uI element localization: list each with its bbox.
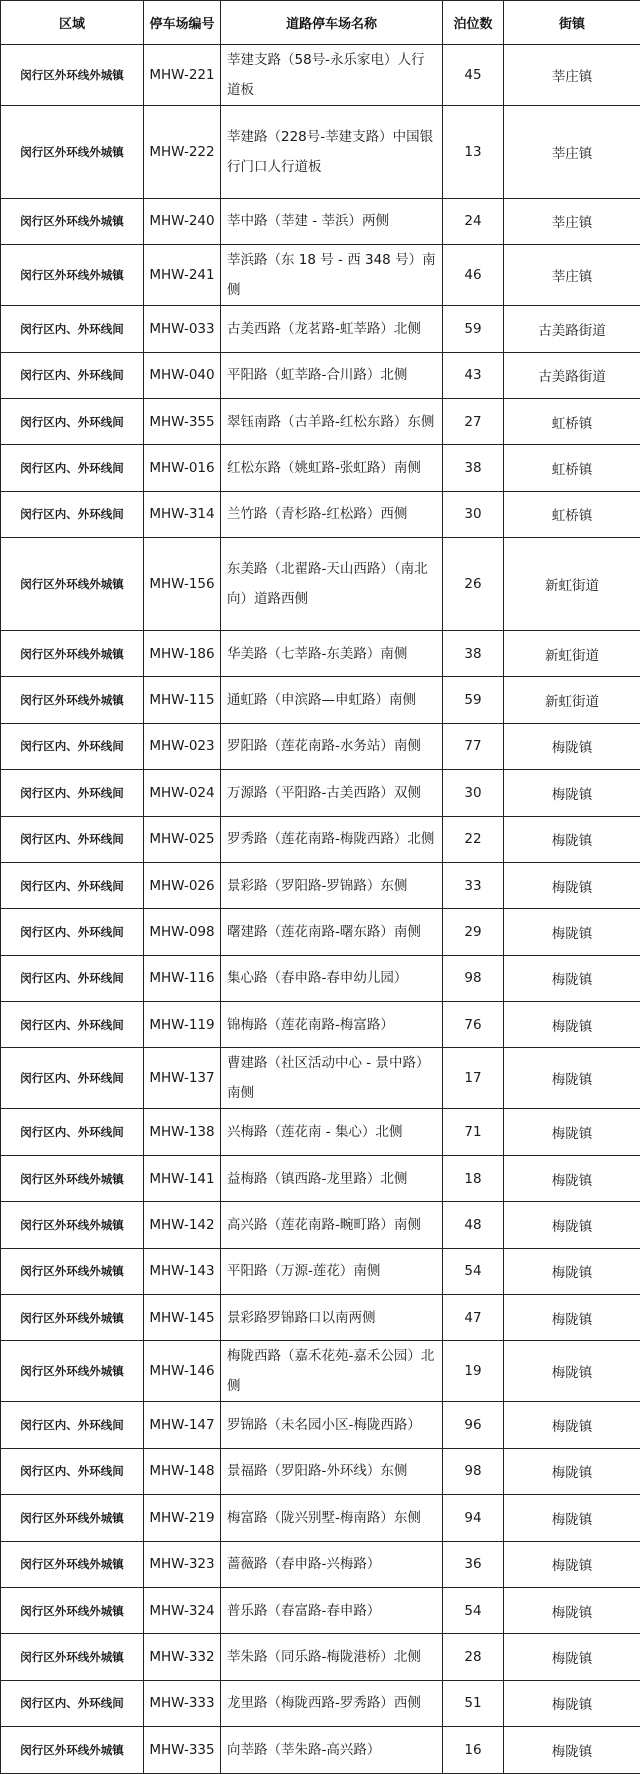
town-cell: 梅陇镇 xyxy=(504,770,640,816)
spaces-cell: 16 xyxy=(443,1727,504,1773)
name-cell: 景彩路（罗阳路-罗锦路）东侧 xyxy=(221,862,443,908)
header-town: 街镇 xyxy=(504,1,640,45)
name-cell: 翠钰南路（古羊路-红松东路）东侧 xyxy=(221,398,443,444)
table-row xyxy=(1,630,640,676)
code-cell: MHW-221 xyxy=(144,45,221,106)
town-cell: 梅陇镇 xyxy=(504,909,640,955)
area-cell: 闵行区外环线外城镇 xyxy=(1,1727,144,1773)
town-cell: 莘庄镇 xyxy=(504,106,640,199)
area-cell: 闵行区外环线外城镇 xyxy=(1,677,144,723)
area-cell: 闵行区外环线外城镇 xyxy=(1,1634,144,1680)
town-cell: 梅陇镇 xyxy=(504,1587,640,1633)
town-cell: 虹桥镇 xyxy=(504,398,640,444)
name-cell: 龙里路（梅陇西路-罗秀路）西侧 xyxy=(221,1680,443,1726)
code-cell: MHW-156 xyxy=(144,538,221,631)
code-cell: MHW-143 xyxy=(144,1248,221,1294)
town-cell: 梅陇镇 xyxy=(504,1402,640,1448)
table-row xyxy=(1,106,640,199)
spaces-cell: 33 xyxy=(443,862,504,908)
name-cell: 兴梅路（莲花南 - 集心）北侧 xyxy=(221,1109,443,1155)
name-cell: 景福路（罗阳路-外环线）东侧 xyxy=(221,1448,443,1494)
table-row xyxy=(1,1295,640,1341)
spaces-cell: 77 xyxy=(443,723,504,769)
town-cell: 梅陇镇 xyxy=(504,955,640,1001)
table-row xyxy=(1,198,640,244)
name-cell: 向莘路（莘朱路-高兴路） xyxy=(221,1727,443,1773)
town-cell: 虹桥镇 xyxy=(504,491,640,537)
spaces-cell: 24 xyxy=(443,198,504,244)
spaces-cell: 48 xyxy=(443,1202,504,1248)
name-cell: 梅富路（陇兴别墅-梅南路）东侧 xyxy=(221,1495,443,1541)
town-cell: 莘庄镇 xyxy=(504,198,640,244)
spaces-cell: 59 xyxy=(443,306,504,352)
spaces-cell: 30 xyxy=(443,770,504,816)
area-cell: 闵行区外环线外城镇 xyxy=(1,1541,144,1587)
code-cell: MHW-119 xyxy=(144,1002,221,1048)
town-cell: 梅陇镇 xyxy=(504,1541,640,1587)
code-cell: MHW-145 xyxy=(144,1295,221,1341)
spaces-cell: 98 xyxy=(443,955,504,1001)
table-row xyxy=(1,1341,640,1402)
town-cell: 古美路街道 xyxy=(504,306,640,352)
town-cell: 梅陇镇 xyxy=(504,1048,640,1109)
area-cell: 闵行区内、外环线间 xyxy=(1,1448,144,1494)
area-cell: 闵行区内、外环线间 xyxy=(1,1109,144,1155)
area-cell: 闵行区内、外环线间 xyxy=(1,398,144,444)
name-cell: 华美路（七莘路-东美路）南侧 xyxy=(221,630,443,676)
name-cell: 罗阳路（莲花南路-水务站）南侧 xyxy=(221,723,443,769)
town-cell: 梅陇镇 xyxy=(504,1634,640,1680)
table-row xyxy=(1,1002,640,1048)
table-row xyxy=(1,306,640,352)
name-cell: 锦梅路（莲花南路-梅富路） xyxy=(221,1002,443,1048)
area-cell: 闵行区外环线外城镇 xyxy=(1,245,144,306)
town-cell: 新虹街道 xyxy=(504,677,640,723)
code-cell: MHW-016 xyxy=(144,445,221,491)
code-cell: MHW-240 xyxy=(144,198,221,244)
table-row xyxy=(1,1541,640,1587)
town-cell: 梅陇镇 xyxy=(504,1680,640,1726)
area-cell: 闵行区内、外环线间 xyxy=(1,909,144,955)
name-cell: 平阳路（万源-莲花）南侧 xyxy=(221,1248,443,1294)
spaces-cell: 71 xyxy=(443,1109,504,1155)
area-cell: 闵行区外环线外城镇 xyxy=(1,106,144,199)
town-cell: 梅陇镇 xyxy=(504,1727,640,1773)
area-cell: 闵行区外环线外城镇 xyxy=(1,1155,144,1201)
code-cell: MHW-323 xyxy=(144,1541,221,1587)
town-cell: 莘庄镇 xyxy=(504,45,640,106)
table-row xyxy=(1,445,640,491)
spaces-cell: 98 xyxy=(443,1448,504,1494)
area-cell: 闵行区内、外环线间 xyxy=(1,1048,144,1109)
code-cell: MHW-024 xyxy=(144,770,221,816)
code-cell: MHW-033 xyxy=(144,306,221,352)
spaces-cell: 29 xyxy=(443,909,504,955)
code-cell: MHW-023 xyxy=(144,723,221,769)
code-cell: MHW-324 xyxy=(144,1587,221,1633)
name-cell: 莘中路（莘建 - 莘浜）两侧 xyxy=(221,198,443,244)
code-cell: MHW-222 xyxy=(144,106,221,199)
area-cell: 闵行区内、外环线间 xyxy=(1,1680,144,1726)
header-spaces: 泊位数 xyxy=(443,1,504,45)
area-cell: 闵行区内、外环线间 xyxy=(1,491,144,537)
table-row xyxy=(1,1202,640,1248)
table-row xyxy=(1,352,640,398)
table-row xyxy=(1,245,640,306)
name-cell: 莘浜路（东 18 号 - 西 348 号）南侧 xyxy=(221,245,443,306)
area-cell: 闵行区外环线外城镇 xyxy=(1,45,144,106)
spaces-cell: 54 xyxy=(443,1587,504,1633)
code-cell: MHW-332 xyxy=(144,1634,221,1680)
code-cell: MHW-186 xyxy=(144,630,221,676)
area-cell: 闵行区外环线外城镇 xyxy=(1,538,144,631)
spaces-cell: 76 xyxy=(443,1002,504,1048)
spaces-cell: 18 xyxy=(443,1155,504,1201)
town-cell: 新虹街道 xyxy=(504,538,640,631)
town-cell: 梅陇镇 xyxy=(504,862,640,908)
spaces-cell: 38 xyxy=(443,445,504,491)
table-row xyxy=(1,955,640,1001)
town-cell: 梅陇镇 xyxy=(504,1495,640,1541)
name-cell: 曹建路（社区活动中心 - 景中路）南侧 xyxy=(221,1048,443,1109)
town-cell: 梅陇镇 xyxy=(504,1155,640,1201)
spaces-cell: 27 xyxy=(443,398,504,444)
code-cell: MHW-142 xyxy=(144,1202,221,1248)
town-cell: 梅陇镇 xyxy=(504,1448,640,1494)
code-cell: MHW-098 xyxy=(144,909,221,955)
area-cell: 闵行区外环线外城镇 xyxy=(1,1587,144,1633)
spaces-cell: 54 xyxy=(443,1248,504,1294)
name-cell: 万源路（平阳路-古美西路）双侧 xyxy=(221,770,443,816)
table-row xyxy=(1,862,640,908)
table-row xyxy=(1,909,640,955)
name-cell: 东美路（北翟路-天山西路）（南北向）道路西侧 xyxy=(221,538,443,631)
name-cell: 兰竹路（青杉路-红松路）西侧 xyxy=(221,491,443,537)
area-cell: 闵行区外环线外城镇 xyxy=(1,198,144,244)
spaces-cell: 38 xyxy=(443,630,504,676)
town-cell: 梅陇镇 xyxy=(504,1295,640,1341)
table-row xyxy=(1,538,640,631)
table-row xyxy=(1,1109,640,1155)
area-cell: 闵行区外环线外城镇 xyxy=(1,1248,144,1294)
table-row xyxy=(1,1048,640,1109)
name-cell: 梅陇西路（嘉禾花苑-嘉禾公园）北侧 xyxy=(221,1341,443,1402)
spaces-cell: 36 xyxy=(443,1541,504,1587)
town-cell: 虹桥镇 xyxy=(504,445,640,491)
name-cell: 益梅路（镇西路-龙里路）北侧 xyxy=(221,1155,443,1201)
name-cell: 莘朱路（同乐路-梅陇港桥）北侧 xyxy=(221,1634,443,1680)
table-row xyxy=(1,770,640,816)
spaces-cell: 17 xyxy=(443,1048,504,1109)
name-cell: 集心路（春申路-春申幼儿园） xyxy=(221,955,443,1001)
area-cell: 闵行区内、外环线间 xyxy=(1,862,144,908)
table-row xyxy=(1,1402,640,1448)
area-cell: 闵行区外环线外城镇 xyxy=(1,630,144,676)
name-cell: 平阳路（虹莘路-合川路）北侧 xyxy=(221,352,443,398)
table-row xyxy=(1,816,640,862)
name-cell: 罗秀路（莲花南路-梅陇西路）北侧 xyxy=(221,816,443,862)
name-cell: 景彩路罗锦路口以南两侧 xyxy=(221,1295,443,1341)
spaces-cell: 46 xyxy=(443,245,504,306)
area-cell: 闵行区内、外环线间 xyxy=(1,770,144,816)
town-cell: 梅陇镇 xyxy=(504,1002,640,1048)
table-row xyxy=(1,45,640,106)
table-row xyxy=(1,1680,640,1726)
code-cell: MHW-025 xyxy=(144,816,221,862)
header-name: 道路停车场名称 xyxy=(221,1,443,45)
table-row xyxy=(1,398,640,444)
name-cell: 莘建支路（58号-永乐家电）人行道板 xyxy=(221,45,443,106)
town-cell: 梅陇镇 xyxy=(504,1109,640,1155)
name-cell: 红松东路（姚虹路-张虹路）南侧 xyxy=(221,445,443,491)
town-cell: 梅陇镇 xyxy=(504,1341,640,1402)
spaces-cell: 96 xyxy=(443,1402,504,1448)
area-cell: 闵行区外环线外城镇 xyxy=(1,1202,144,1248)
code-cell: MHW-137 xyxy=(144,1048,221,1109)
table-body xyxy=(1,45,640,1774)
code-cell: MHW-314 xyxy=(144,491,221,537)
spaces-cell: 19 xyxy=(443,1341,504,1402)
spaces-cell: 51 xyxy=(443,1680,504,1726)
name-cell: 高兴路（莲花南路-畹町路）南侧 xyxy=(221,1202,443,1248)
code-cell: MHW-138 xyxy=(144,1109,221,1155)
town-cell: 莘庄镇 xyxy=(504,245,640,306)
town-cell: 古美路街道 xyxy=(504,352,640,398)
name-cell: 普乐路（春富路-春申路） xyxy=(221,1587,443,1633)
spaces-cell: 28 xyxy=(443,1634,504,1680)
name-cell: 古美西路（龙茗路-虹莘路）北侧 xyxy=(221,306,443,352)
town-cell: 梅陇镇 xyxy=(504,723,640,769)
town-cell: 梅陇镇 xyxy=(504,1202,640,1248)
code-cell: MHW-116 xyxy=(144,955,221,1001)
area-cell: 闵行区内、外环线间 xyxy=(1,1402,144,1448)
code-cell: MHW-355 xyxy=(144,398,221,444)
code-cell: MHW-335 xyxy=(144,1727,221,1773)
header-code: 停车场编号 xyxy=(144,1,221,45)
area-cell: 闵行区内、外环线间 xyxy=(1,306,144,352)
spaces-cell: 45 xyxy=(443,45,504,106)
name-cell: 蔷薇路（春申路-兴梅路） xyxy=(221,1541,443,1587)
area-cell: 闵行区外环线外城镇 xyxy=(1,1495,144,1541)
name-cell: 通虹路（申滨路—申虹路）南侧 xyxy=(221,677,443,723)
table-row xyxy=(1,1587,640,1633)
area-cell: 闵行区内、外环线间 xyxy=(1,723,144,769)
town-cell: 梅陇镇 xyxy=(504,1248,640,1294)
table-row xyxy=(1,723,640,769)
area-cell: 闵行区内、外环线间 xyxy=(1,1002,144,1048)
spaces-cell: 13 xyxy=(443,106,504,199)
code-cell: MHW-026 xyxy=(144,862,221,908)
area-cell: 闵行区内、外环线间 xyxy=(1,816,144,862)
area-cell: 闵行区内、外环线间 xyxy=(1,352,144,398)
area-cell: 闵行区内、外环线间 xyxy=(1,445,144,491)
table-row xyxy=(1,1634,640,1680)
name-cell: 罗锦路（未名园小区-梅陇西路） xyxy=(221,1402,443,1448)
header-area: 区域 xyxy=(1,1,144,45)
area-cell: 闵行区外环线外城镇 xyxy=(1,1295,144,1341)
table-row xyxy=(1,1495,640,1541)
table-row xyxy=(1,677,640,723)
area-cell: 闵行区内、外环线间 xyxy=(1,955,144,1001)
town-cell: 新虹街道 xyxy=(504,630,640,676)
table-header-row xyxy=(1,1,640,45)
spaces-cell: 26 xyxy=(443,538,504,631)
spaces-cell: 94 xyxy=(443,1495,504,1541)
code-cell: MHW-241 xyxy=(144,245,221,306)
town-cell: 梅陇镇 xyxy=(504,816,640,862)
spaces-cell: 47 xyxy=(443,1295,504,1341)
spaces-cell: 22 xyxy=(443,816,504,862)
code-cell: MHW-219 xyxy=(144,1495,221,1541)
table-row xyxy=(1,491,640,537)
code-cell: MHW-141 xyxy=(144,1155,221,1201)
code-cell: MHW-147 xyxy=(144,1402,221,1448)
code-cell: MHW-148 xyxy=(144,1448,221,1494)
code-cell: MHW-146 xyxy=(144,1341,221,1402)
table-row xyxy=(1,1727,640,1773)
spaces-cell: 59 xyxy=(443,677,504,723)
name-cell: 莘建路（228号-莘建支路）中国银行门口人行道板 xyxy=(221,106,443,199)
code-cell: MHW-115 xyxy=(144,677,221,723)
spaces-cell: 30 xyxy=(443,491,504,537)
spaces-cell: 43 xyxy=(443,352,504,398)
table-row xyxy=(1,1448,640,1494)
code-cell: MHW-040 xyxy=(144,352,221,398)
table-row xyxy=(1,1155,640,1201)
name-cell: 曙建路（莲花南路-曙东路）南侧 xyxy=(221,909,443,955)
area-cell: 闵行区外环线外城镇 xyxy=(1,1341,144,1402)
code-cell: MHW-333 xyxy=(144,1680,221,1726)
table-row xyxy=(1,1248,640,1294)
